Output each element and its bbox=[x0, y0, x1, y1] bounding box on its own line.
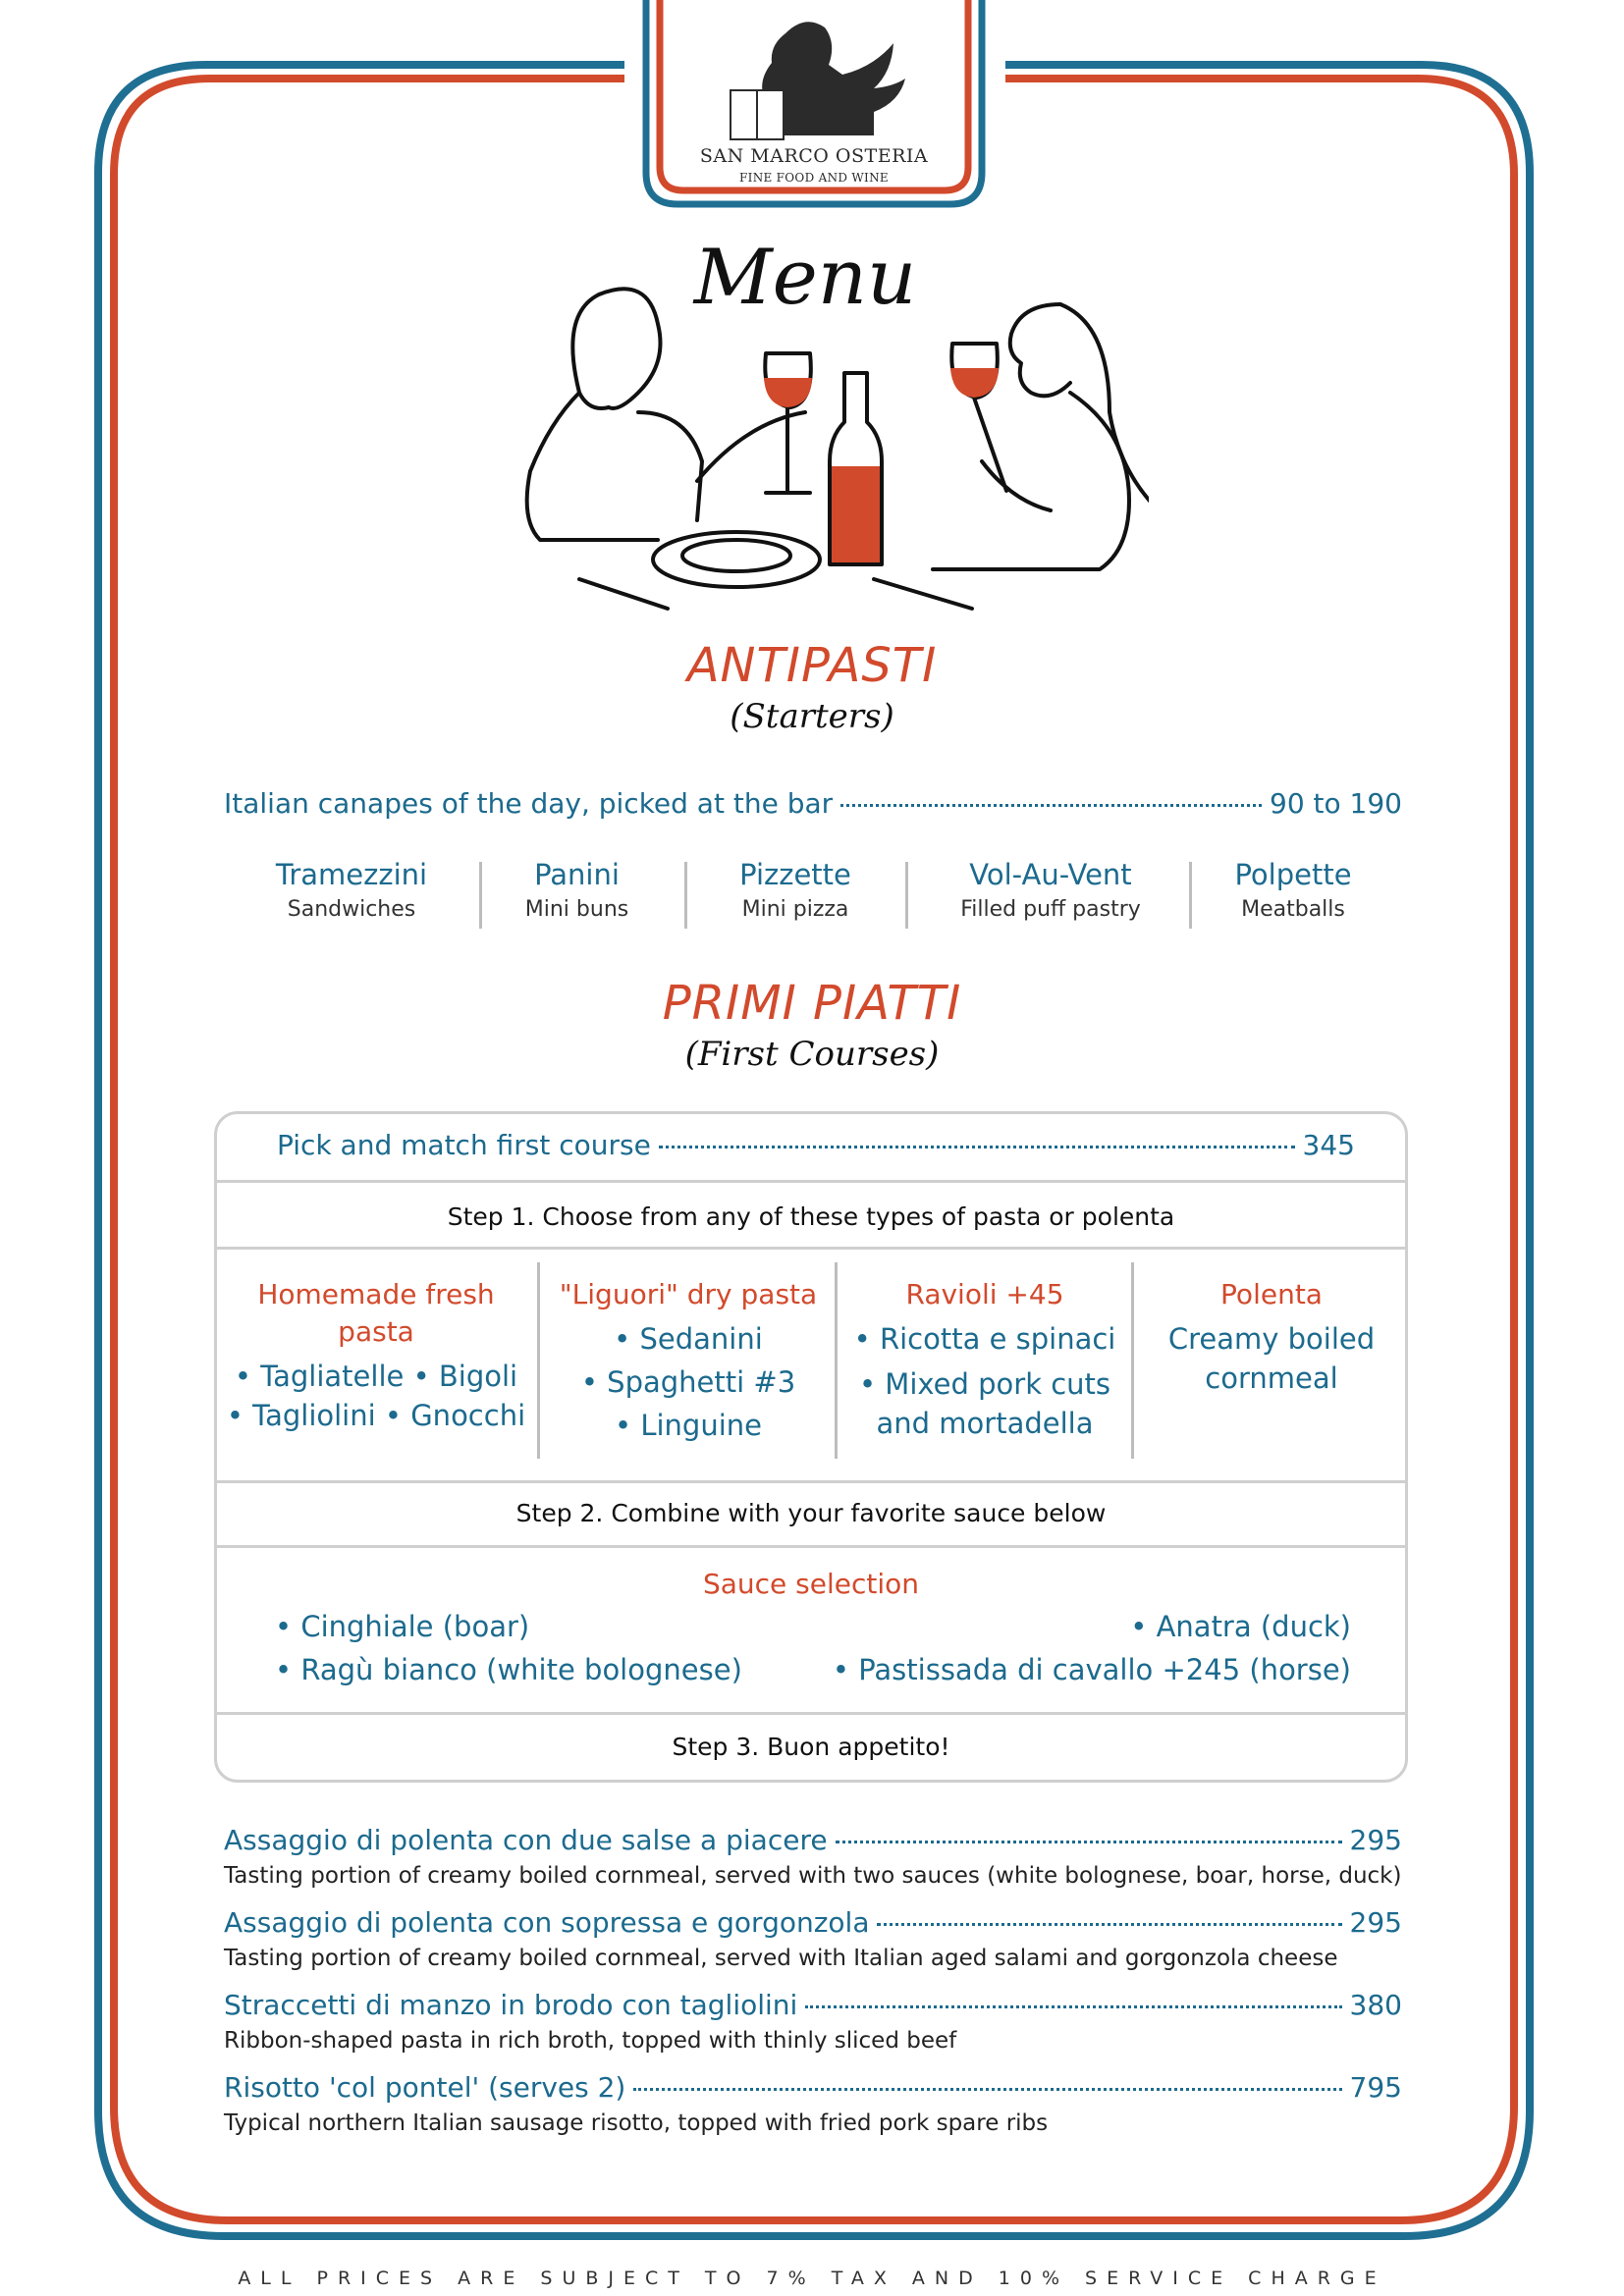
item-desc: Sandwiches bbox=[287, 897, 416, 922]
category-polenta bbox=[1139, 1276, 1404, 1398]
dish-line bbox=[224, 1989, 1402, 2021]
category-line: • Sedanini bbox=[614, 1322, 763, 1356]
category-line: • Spaghetti #3 bbox=[580, 1365, 796, 1399]
dish-price: 380 bbox=[1349, 1989, 1402, 2021]
menu-title: Menu bbox=[693, 234, 917, 322]
sauce-item: • Anatra (duck) bbox=[1130, 1610, 1351, 1643]
tax-footer: ALL PRICES ARE SUBJECT TO 7% TAX AND 10% SERVICE CHARGE bbox=[238, 2268, 1386, 2289]
brand-name: SAN MARCO OSTERIA bbox=[699, 145, 929, 167]
category-line: • Mixed pork cuts bbox=[858, 1367, 1111, 1401]
divider bbox=[1189, 862, 1192, 929]
item-name: Pizzette bbox=[739, 858, 851, 891]
antipasti-item bbox=[697, 858, 893, 922]
dish-name: Risotto 'col pontel' (serves 2) bbox=[224, 2071, 626, 2104]
dish-name: Assaggio di polenta con due salse a piacere bbox=[224, 1824, 828, 1856]
primi-title: PRIMI PIATTI bbox=[662, 976, 962, 1031]
divider bbox=[214, 1545, 1408, 1548]
item-name: Tramezzini bbox=[275, 858, 428, 891]
category-heading: Homemade fresh pasta bbox=[257, 1278, 495, 1348]
divider bbox=[214, 1247, 1408, 1250]
sauce-item: • Pastissada di cavallo +245 (horse) bbox=[832, 1653, 1351, 1686]
divider bbox=[905, 862, 908, 929]
canapes-line bbox=[224, 787, 1402, 820]
dot-leader bbox=[805, 2005, 1341, 2008]
dish-desc: Tasting portion of creamy boiled cornmeal, served with Italian aged salami and gorgonzola cheese bbox=[224, 1946, 1338, 1971]
dish-desc: Tasting portion of creamy boiled cornmeal, served with two sauces (white bolognese, boar, horse, duck) bbox=[224, 1863, 1402, 1889]
sauce-item: • Ragù bianco (white bolognese) bbox=[275, 1653, 742, 1686]
category-heading: "Liguori" dry pasta bbox=[559, 1278, 818, 1310]
divider bbox=[479, 862, 482, 929]
dish-price: 295 bbox=[1349, 1906, 1402, 1939]
divider bbox=[835, 1262, 838, 1459]
canapes-name: Italian canapes of the day, picked at the bar bbox=[224, 787, 834, 820]
sauce-item: • Cinghiale (boar) bbox=[275, 1610, 530, 1643]
step-1: Step 1. Choose from any of these types of pasta or polenta bbox=[447, 1202, 1175, 1231]
brand-tagline: FINE FOOD AND WINE bbox=[739, 171, 889, 185]
dish-name: Assaggio di polenta con sopressa e gorgonzola bbox=[224, 1906, 870, 1939]
item-desc: Meatballs bbox=[1241, 897, 1345, 922]
category-dry-pasta bbox=[546, 1276, 831, 1445]
dish-line bbox=[224, 1906, 1402, 1939]
toasting-couple-illustration bbox=[520, 265, 1149, 628]
dish-line bbox=[224, 2071, 1402, 2104]
dish-desc: Typical northern Italian sausage risotto, topped with fried pork spare ribs bbox=[224, 2110, 1049, 2136]
dish-desc: Ribbon-shaped pasta in rich broth, topped with thinly sliced beef bbox=[224, 2028, 957, 2054]
category-line: • Tagliolini • Gnocchi bbox=[226, 1399, 526, 1432]
item-desc: Mini pizza bbox=[741, 897, 849, 922]
dot-leader bbox=[659, 1146, 1295, 1148]
pick-line bbox=[277, 1129, 1355, 1161]
category-line: and mortadella bbox=[876, 1407, 1094, 1440]
dot-leader bbox=[840, 804, 1262, 807]
antipasti-item bbox=[253, 858, 450, 922]
category-line: Creamy boiled bbox=[1167, 1322, 1376, 1356]
category-line: • Tagliatelle • Bigoli bbox=[234, 1360, 518, 1393]
divider bbox=[684, 862, 687, 929]
category-heading: Polenta bbox=[1220, 1278, 1323, 1310]
dot-leader bbox=[836, 1841, 1342, 1843]
dot-leader bbox=[877, 1923, 1341, 1926]
antipasti-item bbox=[923, 858, 1178, 922]
category-line: cornmeal bbox=[1205, 1362, 1338, 1395]
pick-name: Pick and match first course bbox=[277, 1129, 651, 1161]
dish-price: 795 bbox=[1349, 2071, 1402, 2104]
canapes-price: 90 to 190 bbox=[1270, 787, 1402, 820]
dish-line bbox=[224, 1824, 1402, 1856]
divider bbox=[214, 1712, 1408, 1715]
item-desc: Filled puff pastry bbox=[960, 897, 1141, 922]
primi-subtitle: (First Courses) bbox=[684, 1035, 940, 1074]
antipasti-item bbox=[1200, 858, 1386, 922]
antipasti-item bbox=[491, 858, 663, 922]
divider bbox=[214, 1180, 1408, 1183]
item-name: Vol-Au-Vent bbox=[969, 858, 1132, 891]
category-ravioli bbox=[842, 1276, 1127, 1443]
category-line: • Ricotta e spinaci bbox=[853, 1322, 1116, 1356]
dish-name: Straccetti di manzo in brodo con tagliolini bbox=[224, 1989, 798, 2021]
step-2: Step 2. Combine with your favorite sauce below bbox=[515, 1499, 1107, 1527]
sauce-selection-title: Sauce selection bbox=[702, 1568, 920, 1600]
category-heading: Ravioli +45 bbox=[905, 1278, 1064, 1310]
item-name: Panini bbox=[534, 858, 620, 891]
category-line: • Linguine bbox=[615, 1409, 762, 1442]
antipasti-title: ANTIPASTI bbox=[686, 638, 938, 693]
divider bbox=[1131, 1262, 1134, 1459]
dish-price: 295 bbox=[1349, 1824, 1402, 1856]
pick-price: 345 bbox=[1302, 1129, 1355, 1161]
antipasti-subtitle: (Starters) bbox=[730, 697, 894, 736]
dot-leader bbox=[633, 2088, 1341, 2091]
item-name: Polpette bbox=[1234, 858, 1352, 891]
category-fresh-pasta bbox=[224, 1276, 528, 1435]
step-3: Step 3. Buon appetito! bbox=[672, 1733, 950, 1761]
divider bbox=[214, 1480, 1408, 1483]
item-desc: Mini buns bbox=[524, 897, 629, 922]
divider bbox=[537, 1262, 540, 1459]
